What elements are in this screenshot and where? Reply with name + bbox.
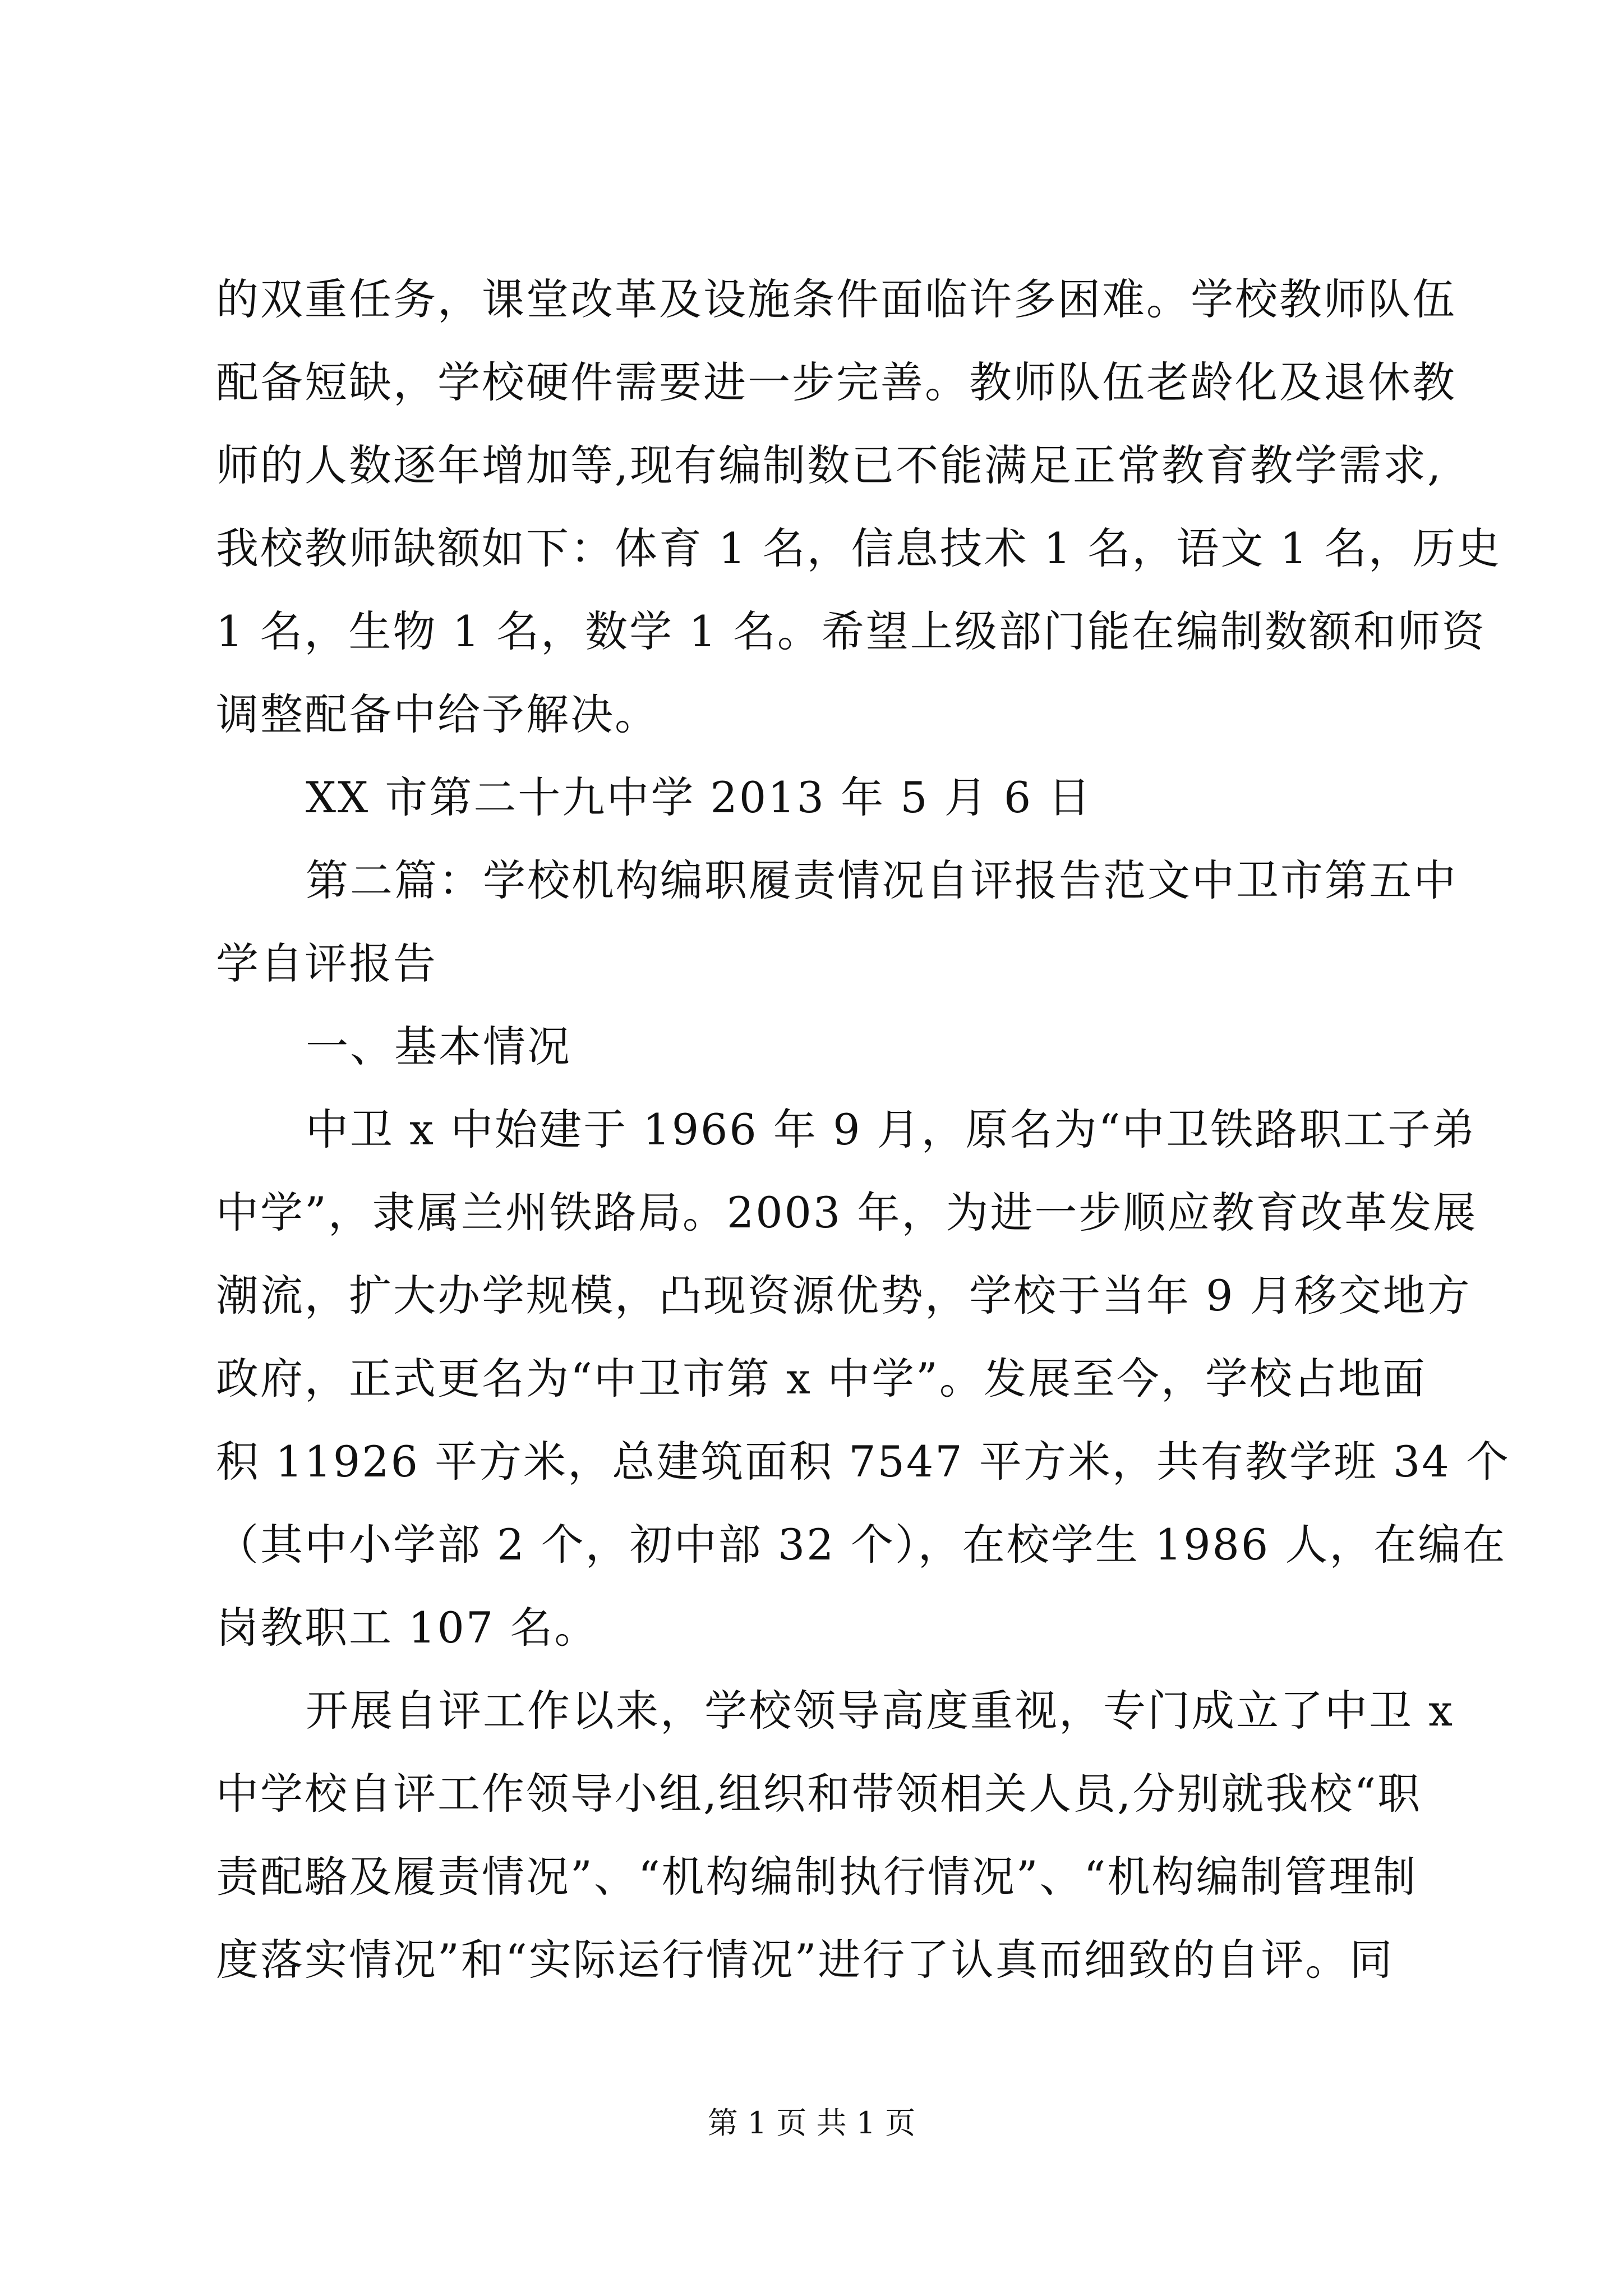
text-line: 中卫 x 中始建于 1966 年 9 月，原名为“中卫铁路职工子弟 bbox=[306, 1105, 1477, 1154]
text-line: 我校教师缺额如下：体育 1 名，信息技术 1 名，语文 1 名，历史 bbox=[216, 523, 1502, 573]
text-line: 中学”，隶属兰州铁路局。2003 年，为进一步顺应教育改革发展 bbox=[216, 1188, 1478, 1237]
text-line: 第二篇：学校机构编职履责情况自评报告范文中卫市第五中 bbox=[306, 855, 1458, 905]
text-line: 度落实情况”和“实际运行情况”进行了认真而细致的自评。同 bbox=[216, 1935, 1394, 1985]
text-line: （其中小学部 2 个，初中部 32 个），在校学生 1986 人，在编在 bbox=[216, 1520, 1507, 1570]
text-line: 一、基本情况 bbox=[306, 1022, 571, 1071]
text-line: 学自评报告 bbox=[216, 938, 437, 988]
text-line: 中学校自评工作领导小组,组织和带领相关人员,分别就我校“职 bbox=[216, 1769, 1422, 1819]
text-line: 配备短缺，学校硬件需要进一步完善。教师队伍老龄化及退休教 bbox=[216, 357, 1456, 407]
text-line: XX 市第二十九中学 2013 年 5 月 6 日 bbox=[306, 772, 1092, 822]
text-line: 责配駱及履责情况”、“机构编制执行情况”、“机构编制管理制 bbox=[216, 1852, 1418, 1902]
text-line: 1 名，生物 1 名，数学 1 名。希望上级部门能在编制数额和师资 bbox=[216, 606, 1486, 656]
text-line: 开展自评工作以来，学校领导高度重视，专门成立了中卫 x bbox=[306, 1686, 1455, 1736]
text-line: 政府，正式更名为“中卫市第 x 中学”。发展至今，学校占地面 bbox=[216, 1354, 1427, 1404]
text-line: 师的人数逐年增加等,现有编制数已不能满足正常教育教学需求, bbox=[216, 440, 1443, 490]
text-line: 的双重任务，课堂改革及设施条件面临许多困难。学校教师队伍 bbox=[216, 274, 1456, 324]
text-line: 岗教职工 107 名。 bbox=[216, 1603, 599, 1653]
text-line: 潮流，扩大办学规模，凸现资源优势，学校于当年 9 月移交地方 bbox=[216, 1271, 1472, 1320]
text-line: 调整配备中给予解决。 bbox=[216, 689, 659, 739]
page-footer: 第 1 页 共 1 页 bbox=[707, 2105, 916, 2141]
text-line: 积 11926 平方米，总建筑面积 7547 平方米，共有教学班 34 个 bbox=[216, 1437, 1510, 1487]
document-body bbox=[216, 258, 1510, 2001]
